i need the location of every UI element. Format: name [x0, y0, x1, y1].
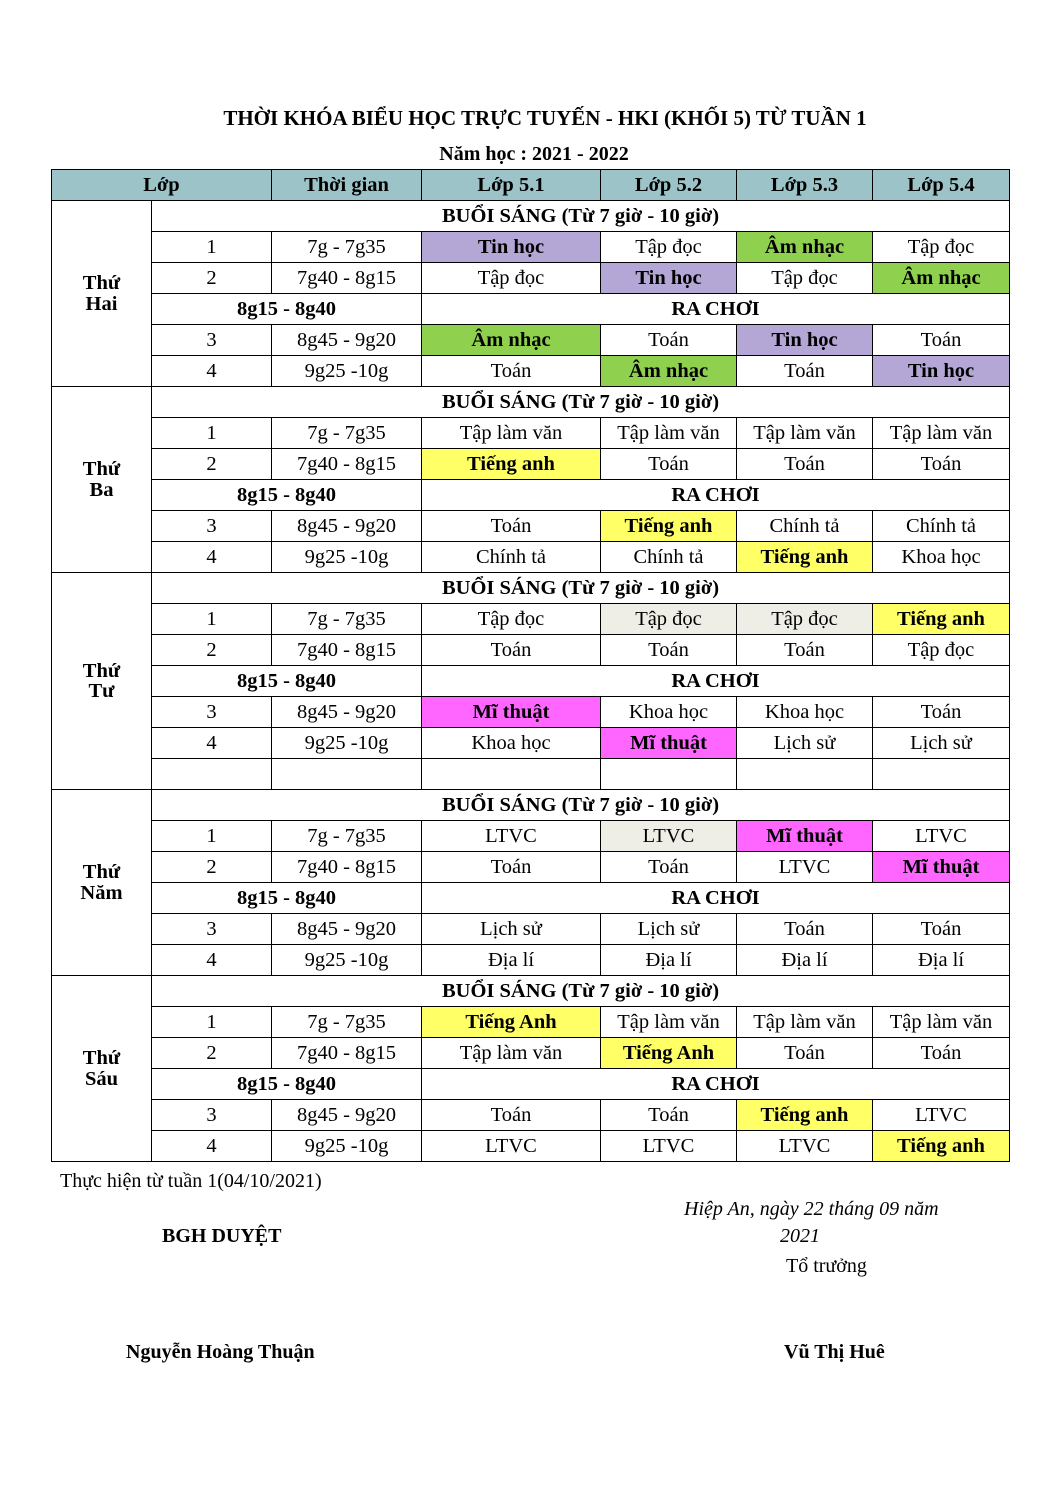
subject-cell: Địa lí	[422, 945, 601, 976]
subject-cell: Tiếng anh	[873, 604, 1010, 635]
subject-cell: Toán	[601, 852, 737, 883]
period-time: 9g25 -10g	[272, 356, 422, 387]
subject-cell: Tập làm văn	[601, 418, 737, 449]
subject-cell: LTVC	[422, 821, 601, 852]
subject-cell	[737, 759, 873, 790]
break-row	[52, 480, 1010, 511]
period-number: 1	[152, 604, 272, 635]
subject-cell: Tập làm văn	[873, 1007, 1010, 1038]
subject-cell: Âm nhạc	[737, 232, 873, 263]
lesson-row	[52, 697, 1010, 728]
subject-cell: Toán	[601, 449, 737, 480]
period-time: 7g - 7g35	[272, 821, 422, 852]
subject-cell: Tập đọc	[422, 604, 601, 635]
subject-cell: LTVC	[737, 1131, 873, 1162]
day-label-line: Sáu	[84, 1067, 119, 1090]
subject-cell: Lịch sử	[422, 914, 601, 945]
lesson-row	[52, 1038, 1010, 1069]
subject-cell: Toán	[601, 1100, 737, 1131]
subject-cell: Khoa học	[737, 697, 873, 728]
subject-cell: Chính tả	[873, 511, 1010, 542]
header-class-5-4: Lớp 5.4	[873, 170, 1010, 201]
subject-cell: Mĩ thuật	[873, 852, 1010, 883]
subject-cell: Mĩ thuật	[737, 821, 873, 852]
subject-cell	[873, 759, 1010, 790]
session-row	[52, 573, 1010, 604]
subject-cell: LTVC	[737, 852, 873, 883]
subject-cell: Khoa học	[601, 697, 737, 728]
period-number: 2	[152, 449, 272, 480]
header-class-5-1: Lớp 5.1	[422, 170, 601, 201]
approver-name: Nguyễn Hoàng Thuận	[126, 1341, 315, 1363]
period-number: 4	[152, 945, 272, 976]
subject-cell: Tập đọc	[873, 232, 1010, 263]
period-time	[272, 759, 422, 790]
lesson-row	[52, 1007, 1010, 1038]
subject-cell: Toán	[737, 914, 873, 945]
session-row	[52, 201, 1010, 232]
subject-cell: Tập đọc	[873, 635, 1010, 666]
subject-cell: Tiếng anh	[737, 1100, 873, 1131]
subject-cell: Chính tả	[601, 542, 737, 573]
period-number: 4	[152, 542, 272, 573]
subject-cell: Tập làm văn	[737, 418, 873, 449]
subject-cell: LTVC	[601, 821, 737, 852]
break-label: RA CHƠI	[422, 1069, 1010, 1100]
period-time: 8g45 - 9g20	[272, 697, 422, 728]
subject-cell: Chính tả	[422, 542, 601, 573]
subject-cell: Toán	[873, 697, 1010, 728]
period-number: 1	[152, 821, 272, 852]
period-time: 7g - 7g35	[272, 232, 422, 263]
period-time: 8g45 - 9g20	[272, 511, 422, 542]
period-time: 7g - 7g35	[272, 604, 422, 635]
period-time: 7g40 - 8g15	[272, 449, 422, 480]
lesson-row	[52, 511, 1010, 542]
period-time: 7g40 - 8g15	[272, 1038, 422, 1069]
subject-cell: Tập đọc	[737, 604, 873, 635]
subject-cell: Toán	[422, 635, 601, 666]
session-label: BUỔI SÁNG (Từ 7 giờ - 10 giờ)	[152, 976, 1010, 1007]
subject-cell: Địa lí	[873, 945, 1010, 976]
period-number: 4	[152, 1131, 272, 1162]
subject-cell: Lịch sử	[873, 728, 1010, 759]
subject-cell: Tập đọc	[601, 604, 737, 635]
period-time: 8g45 - 9g20	[272, 914, 422, 945]
day-label-line: Hai	[85, 292, 118, 315]
day-label	[52, 790, 152, 976]
subject-cell: Tin học	[422, 232, 601, 263]
subject-cell: Tin học	[737, 325, 873, 356]
period-time: 7g - 7g35	[272, 1007, 422, 1038]
subject-cell: Toán	[422, 356, 601, 387]
day-label-line: Thứ	[82, 458, 121, 480]
subject-cell: Toán	[873, 1038, 1010, 1069]
period-number: 3	[152, 697, 272, 728]
period-time: 9g25 -10g	[272, 1131, 422, 1162]
subject-cell: Tập đọc	[737, 263, 873, 294]
subject-cell: Tiếng anh	[422, 449, 601, 480]
subject-cell	[422, 759, 601, 790]
subject-cell: Tiếng anh	[601, 511, 737, 542]
session-row	[52, 976, 1010, 1007]
break-label: RA CHƠI	[422, 666, 1010, 697]
subject-cell: LTVC	[873, 821, 1010, 852]
period-number	[152, 759, 272, 790]
subject-cell: Âm nhạc	[873, 263, 1010, 294]
subject-cell: Tập làm văn	[873, 418, 1010, 449]
period-number: 2	[152, 852, 272, 883]
subject-cell: Tiếng Anh	[601, 1038, 737, 1069]
lesson-row	[52, 1100, 1010, 1131]
period-number: 3	[152, 325, 272, 356]
timetable	[51, 169, 1010, 1162]
subject-cell: LTVC	[601, 1131, 737, 1162]
day-label-line: Thứ	[82, 659, 121, 682]
subject-cell: Toán	[422, 511, 601, 542]
session-label: BUỔI SÁNG (Từ 7 giờ - 10 giờ)	[152, 573, 1010, 604]
timetable-body	[52, 201, 1010, 1162]
period-number: 3	[152, 511, 272, 542]
subject-cell: Tin học	[873, 356, 1010, 387]
subject-cell: LTVC	[422, 1131, 601, 1162]
subject-cell: Toán	[737, 449, 873, 480]
subject-cell: Lịch sử	[601, 914, 737, 945]
session-label: BUỔI SÁNG (Từ 7 giờ - 10 giờ)	[152, 790, 1010, 821]
header-time: Thời gian	[272, 170, 422, 201]
period-number: 1	[152, 1007, 272, 1038]
footer-note: Thực hiện từ tuần 1(04/10/2021)	[60, 1170, 322, 1192]
lesson-row	[52, 356, 1010, 387]
subject-cell: Tập làm văn	[737, 1007, 873, 1038]
period-number: 4	[152, 356, 272, 387]
break-row	[52, 1069, 1010, 1100]
lesson-row	[52, 1131, 1010, 1162]
subject-cell: Toán	[873, 914, 1010, 945]
subject-cell: Lịch sử	[737, 728, 873, 759]
break-row	[52, 666, 1010, 697]
break-label: RA CHƠI	[422, 480, 1010, 511]
period-time: 9g25 -10g	[272, 945, 422, 976]
subject-cell: Địa lí	[737, 945, 873, 976]
subject-cell: Tập đọc	[422, 263, 601, 294]
period-time: 8g45 - 9g20	[272, 325, 422, 356]
break-time: 8g15 - 8g40	[152, 294, 422, 325]
break-label: RA CHƠI	[422, 883, 1010, 914]
header-class-5-3: Lớp 5.3	[737, 170, 873, 201]
leader-name: Vũ Thị Huê	[784, 1341, 885, 1363]
period-time: 7g40 - 8g15	[272, 635, 422, 666]
day-label	[52, 976, 152, 1162]
day-label	[52, 201, 152, 387]
document-title: THỜI KHÓA BIỂU HỌC TRỰC TUYẾN - HKI (KHỐI 5) TỪ TUẦN 1	[223, 106, 867, 130]
subject-cell: Toán	[737, 1038, 873, 1069]
day-label-line: Thứ	[82, 1047, 121, 1069]
lesson-row	[52, 542, 1010, 573]
subject-cell	[601, 759, 737, 790]
subject-cell: Âm nhạc	[422, 325, 601, 356]
day-label-line: Năm	[80, 881, 123, 904]
period-time: 9g25 -10g	[272, 542, 422, 573]
session-row	[52, 790, 1010, 821]
day-label-line: Thứ	[82, 861, 121, 883]
day-label	[52, 387, 152, 573]
session-label: BUỔI SÁNG (Từ 7 giờ - 10 giờ)	[152, 201, 1010, 232]
break-time: 8g15 - 8g40	[152, 1069, 422, 1100]
subject-cell: Tập làm văn	[422, 418, 601, 449]
lesson-row	[52, 449, 1010, 480]
subject-cell: Mĩ thuật	[422, 697, 601, 728]
break-time: 8g15 - 8g40	[152, 666, 422, 697]
subject-cell: Tập đọc	[601, 232, 737, 263]
break-label: RA CHƠI	[422, 294, 1010, 325]
session-label: BUỔI SÁNG (Từ 7 giờ - 10 giờ)	[152, 387, 1010, 418]
subject-cell: Toán	[601, 325, 737, 356]
school-year: Năm học : 2021 - 2022	[439, 143, 629, 165]
subject-cell: Chính tả	[737, 511, 873, 542]
period-time: 7g40 - 8g15	[272, 263, 422, 294]
lesson-row	[52, 852, 1010, 883]
day-label-line: Tư	[88, 680, 115, 702]
period-number: 4	[152, 728, 272, 759]
subject-cell: Khoa học	[873, 542, 1010, 573]
period-number: 2	[152, 263, 272, 294]
period-time: 8g45 - 9g20	[272, 1100, 422, 1131]
break-time: 8g15 - 8g40	[152, 883, 422, 914]
day-label	[52, 573, 152, 790]
subject-cell: Toán	[422, 852, 601, 883]
lesson-row	[52, 232, 1010, 263]
period-number: 1	[152, 418, 272, 449]
subject-cell: Tập làm văn	[601, 1007, 737, 1038]
header-class-5-2: Lớp 5.2	[601, 170, 737, 201]
subject-cell: Mĩ thuật	[601, 728, 737, 759]
break-row	[52, 294, 1010, 325]
subject-cell: Toán	[873, 325, 1010, 356]
date-line-2: 2021	[780, 1225, 820, 1247]
approver-title: BGH DUYỆT	[162, 1225, 282, 1247]
subject-cell: Tin học	[601, 263, 737, 294]
period-number: 2	[152, 635, 272, 666]
period-time: 7g - 7g35	[272, 418, 422, 449]
break-row	[52, 883, 1010, 914]
period-time: 9g25 -10g	[272, 728, 422, 759]
lesson-row	[52, 945, 1010, 976]
subject-cell: Toán	[873, 449, 1010, 480]
subject-cell: Toán	[737, 356, 873, 387]
lesson-row	[52, 418, 1010, 449]
lesson-row	[52, 821, 1010, 852]
lesson-row	[52, 728, 1010, 759]
subject-cell: Tập làm văn	[422, 1038, 601, 1069]
date-line-1: Hiệp An, ngày 22 tháng 09 năm	[684, 1198, 939, 1220]
subject-cell: Âm nhạc	[601, 356, 737, 387]
period-number: 1	[152, 232, 272, 263]
subject-cell: Tiếng Anh	[422, 1007, 601, 1038]
lesson-row	[52, 325, 1010, 356]
table-header-row	[52, 170, 1010, 201]
lesson-row	[52, 604, 1010, 635]
subject-cell: Khoa học	[422, 728, 601, 759]
subject-cell: Toán	[601, 635, 737, 666]
period-number: 3	[152, 1100, 272, 1131]
leader-title: Tổ trưởng	[786, 1255, 867, 1277]
lesson-row	[52, 635, 1010, 666]
period-number: 3	[152, 914, 272, 945]
subject-cell: Tiếng anh	[873, 1131, 1010, 1162]
lesson-row	[52, 914, 1010, 945]
session-row	[52, 387, 1010, 418]
lesson-row	[52, 263, 1010, 294]
lesson-row	[52, 759, 1010, 790]
subject-cell: Toán	[737, 635, 873, 666]
day-label-line: Thứ	[82, 272, 121, 294]
period-time: 7g40 - 8g15	[272, 852, 422, 883]
subject-cell: Địa lí	[601, 945, 737, 976]
subject-cell: Toán	[422, 1100, 601, 1131]
subject-cell: LTVC	[873, 1100, 1010, 1131]
subject-cell: Tiếng anh	[737, 542, 873, 573]
period-number: 2	[152, 1038, 272, 1069]
break-time: 8g15 - 8g40	[152, 480, 422, 511]
header-class: Lớp	[52, 170, 272, 201]
day-label-line: Ba	[89, 478, 114, 501]
